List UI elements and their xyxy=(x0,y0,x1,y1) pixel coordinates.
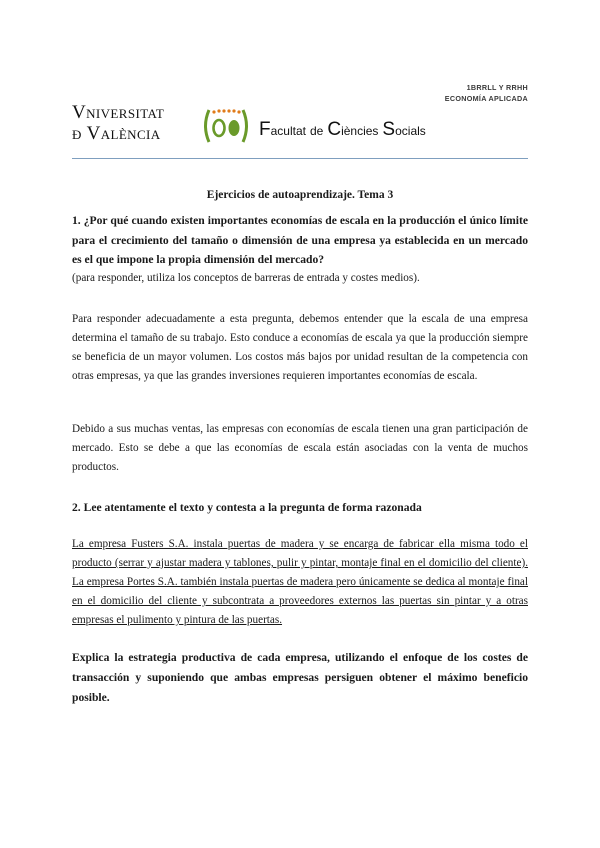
faculty-initial-s: S xyxy=(382,119,396,140)
question-1: 1. ¿Por qué cuando existen importantes economías de escala en la producción el único límite para el crecimiento del tamaño o dimensión de una empresa ya establecida en un mercado es el que impone la propia dimensión del mercado? xyxy=(72,214,528,266)
dept-line-2: ECONOMÍA APLICADA xyxy=(444,94,528,103)
emblem-dot xyxy=(217,109,220,112)
emblem-figure-solid xyxy=(229,120,240,136)
emblem-dot xyxy=(232,109,235,112)
emblem-dot xyxy=(227,109,230,112)
emblem-dot xyxy=(237,110,240,113)
faculty-name xyxy=(259,119,426,141)
faculty-initial-f: F xyxy=(259,119,271,140)
answer-paragraph-1: Para responder adecuadamente a esta pregunta, debemos entender que la escala de una empresa determina el tamaño de su trabajo. Esto conduce a economías de escala ya que la producción siempre se beneficia de un mayor volumen. Los costos más bajos por unidad resultan de la competencia con otras empresas, ya que las grandes inversiones requieren importantes economías de escala. xyxy=(72,313,528,382)
dept-line-1: 1BRRLL Y RRHH xyxy=(466,83,528,92)
university-name-line-1: Vniversitat xyxy=(72,102,165,123)
faculty-word-acultat: acultat xyxy=(270,124,306,138)
emblem-figure-outline xyxy=(214,120,225,136)
faculty-emblem-icon xyxy=(200,104,252,148)
faculty-word-ocials: ocials xyxy=(395,124,426,138)
university-logo xyxy=(72,103,164,145)
emblem-dot xyxy=(212,110,215,113)
university-name-line-2: ð València xyxy=(72,123,161,144)
document-title: Ejercicios de autoaprendizaje. Tema 3 xyxy=(206,189,394,201)
header-divider xyxy=(72,158,528,159)
task-prompt: Explica la estrategia productiva de cada empresa, utilizando el enfoque de los costes de transacción y suponiendo que ambas empresas persiguen obtener el máximo beneficio posible. xyxy=(72,651,528,704)
faculty-initial-c: C xyxy=(327,119,342,140)
department-label xyxy=(445,82,528,104)
faculty-word-iencies: iències xyxy=(341,124,379,138)
question-2: 2. Lee atentamente el texto y contesta a la pregunta de forma razonada xyxy=(72,501,422,514)
emblem-dot xyxy=(222,109,225,112)
question-1-note: (para responder, utiliza los conceptos de barreras de entrada y costes medios). xyxy=(72,272,420,284)
emblem-right-bracket xyxy=(243,110,247,142)
emblem-left-bracket xyxy=(206,110,210,142)
faculty-word-de: de xyxy=(309,124,324,138)
case-text: La empresa Fusters S.A. instala puertas de madera y se encarga de fabricar ella misma todo el producto (serrar y ajustar madera y tablones, pulir y pintar, montaje final en el domicilio del cliente). La empresa Portes S.A. también instala puertas de madera pero únicamente se dedica al montaje final en el domicilio del cliente y subcontrata a proveedores externos las puertas sin pintar y a otras empresas el pulimento y pintura de las puertas. xyxy=(72,538,528,626)
answer-paragraph-2: Debido a sus muchas ventas, las empresas con economías de escala tienen una gran participación de mercado. Esto se debe a que las economías de escala están asociadas con la venta de muchos productos. xyxy=(72,423,528,473)
